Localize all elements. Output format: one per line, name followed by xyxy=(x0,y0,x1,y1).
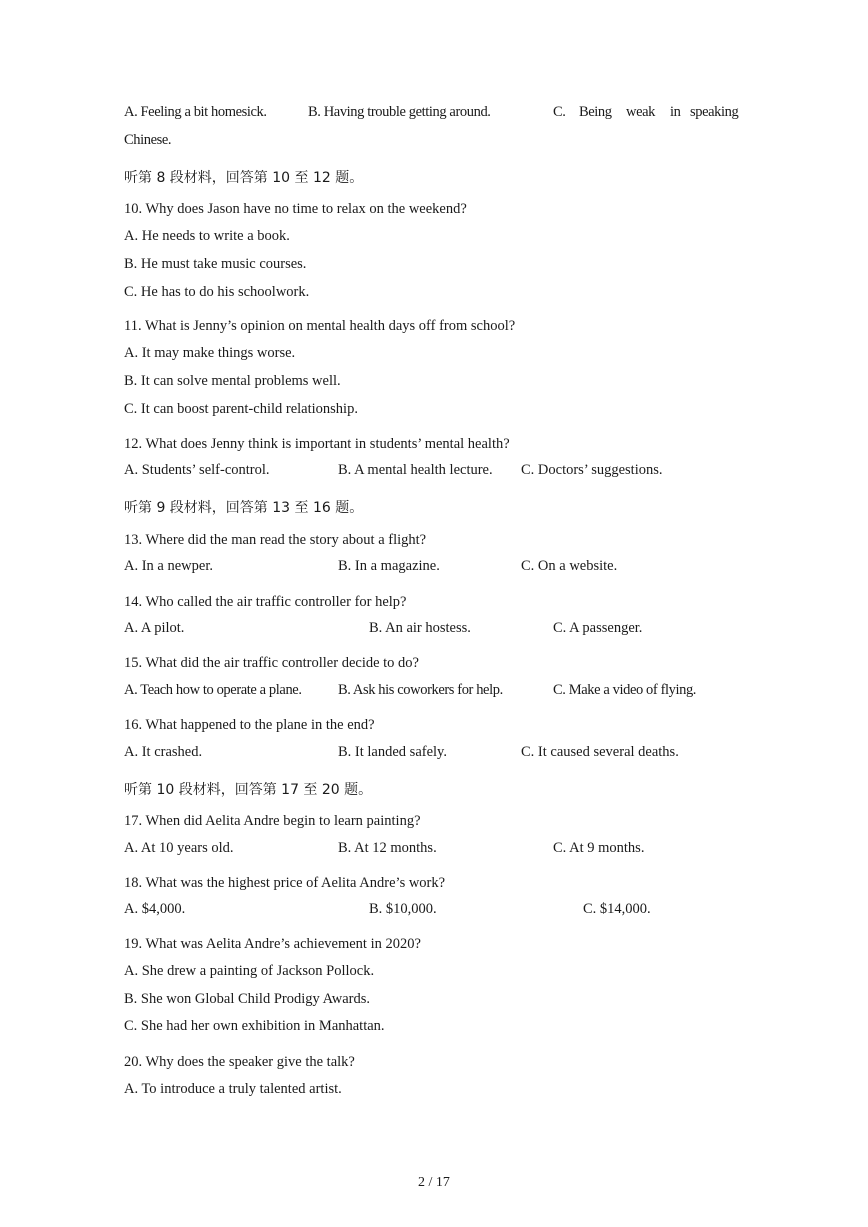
q17-option-c: C. At 9 months. xyxy=(553,840,645,856)
q20-option-a: A. To introduce a truly talented artist. xyxy=(124,1081,342,1097)
q14-option-a: A. A pilot. xyxy=(124,620,185,636)
question-10: 10. Why does Jason have no time to relax on the weekend? xyxy=(124,201,467,217)
section-heading: 听第 10 段材料，回答第 17 至 20 题。 xyxy=(124,782,373,798)
question-16: 16. What happened to the plane in the end? xyxy=(124,717,375,733)
question-18: 18. What was the highest price of Aelita Andre’s work? xyxy=(124,875,446,891)
question-15: 15. What did the air traffic controller decide to do? xyxy=(124,655,419,671)
q17-option-a: A. At 10 years old. xyxy=(124,840,234,856)
question-14: 14. Who called the air traffic controller for help? xyxy=(124,594,407,610)
q16-option-b: B. It landed safely. xyxy=(338,744,447,760)
q19-option-a: A. She drew a painting of Jackson Pollock. xyxy=(124,963,375,979)
q13-option-c: C. On a website. xyxy=(521,558,618,574)
question-19: 19. What was Aelita Andre’s achievement in 2020? xyxy=(124,936,421,952)
q9-option-c-label: C. xyxy=(553,104,566,120)
q14-option-c: C. A passenger. xyxy=(553,620,643,636)
q11-option-a: A. It may make things worse. xyxy=(124,345,296,361)
q10-option-b: B. He must take music courses. xyxy=(124,256,307,272)
q15-option-c: C. Make a video of flying. xyxy=(553,682,697,698)
q10-option-c: C. He has to do his schoolwork. xyxy=(124,284,310,300)
q12-option-a: A. Students’ self-control. xyxy=(124,462,270,478)
q16-option-c: C. It caused several deaths. xyxy=(521,744,679,760)
q18-option-a: A. $4,000. xyxy=(124,901,186,917)
question-13: 13. Where did the man read the story about a flight? xyxy=(124,532,427,548)
q18-option-b: B. $10,000. xyxy=(369,901,437,917)
question-12: 12. What does Jenny think is important in students’ mental health? xyxy=(124,436,510,452)
q15-option-a: A. Teach how to operate a plane. xyxy=(124,682,302,698)
q12-option-c: C. Doctors’ suggestions. xyxy=(521,462,663,478)
q13-option-b: B. In a magazine. xyxy=(338,558,440,574)
q9-option-c-continuation: Chinese. xyxy=(124,132,172,148)
q16-option-a: A. It crashed. xyxy=(124,744,203,760)
q10-option-a: A. He needs to write a book. xyxy=(124,228,290,244)
q9-option-b: B. Having trouble getting around. xyxy=(308,104,491,120)
question-20: 20. Why does the speaker give the talk? xyxy=(124,1054,355,1070)
q9-option-c-word: Being xyxy=(579,104,612,120)
q9-option-c-word: speaking xyxy=(690,104,739,120)
q12-option-b: B. A mental health lecture. xyxy=(338,462,493,478)
page-number: 2 / 17 xyxy=(418,1175,450,1190)
q13-option-a: A. In a newper. xyxy=(124,558,213,574)
q15-option-b: B. Ask his coworkers for help. xyxy=(338,682,503,698)
question-17: 17. When did Aelita Andre begin to learn painting? xyxy=(124,813,421,829)
section-heading: 听第 8 段材料，回答第 10 至 12 题。 xyxy=(124,170,364,186)
q18-option-c: C. $14,000. xyxy=(583,901,651,917)
q9-option-c-word: in xyxy=(670,104,681,120)
q19-option-b: B. She won Global Child Prodigy Awards. xyxy=(124,991,370,1007)
section-heading: 听第 9 段材料，回答第 13 至 16 题。 xyxy=(124,500,364,516)
q9-option-a: A. Feeling a bit homesick. xyxy=(124,104,267,120)
q11-option-b: B. It can solve mental problems well. xyxy=(124,373,341,389)
q11-option-c: C. It can boost parent-child relationship. xyxy=(124,401,358,417)
question-11: 11. What is Jenny’s opinion on mental health days off from school? xyxy=(124,318,516,334)
q17-option-b: B. At 12 months. xyxy=(338,840,437,856)
q14-option-b: B. An air hostess. xyxy=(369,620,471,636)
q19-option-c: C. She had her own exhibition in Manhattan. xyxy=(124,1018,385,1034)
q9-option-c-word: weak xyxy=(626,104,655,120)
